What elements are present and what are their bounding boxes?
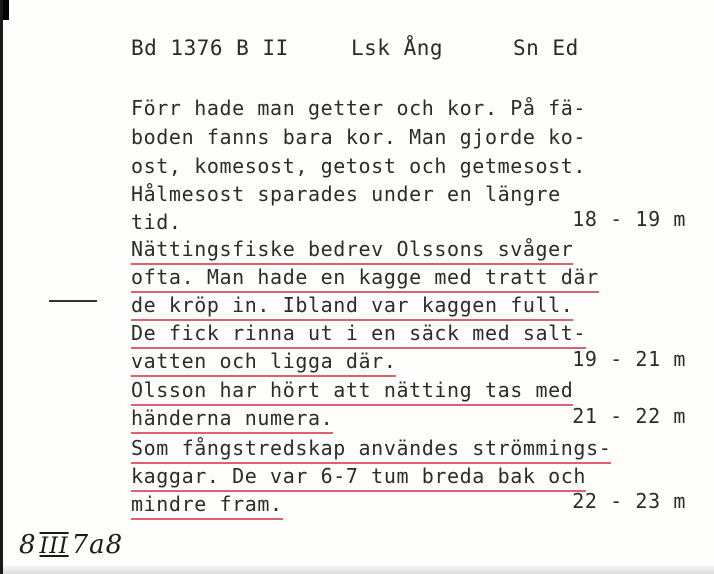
time-range: 19 - 21 m [572,347,686,371]
text-line: tid. [131,210,182,234]
text-line: Nättingsfiske bedrev Olssons svåger [131,236,573,265]
text-line: Hålmesost sparades under en längre [131,182,561,206]
text-line: boden fanns bara kor. Man gjorde ko- [131,125,587,149]
text-line: kaggar. De var 6-7 tum breda bak och [131,463,586,492]
category-label: Lsk Ång [351,36,444,60]
archive-suffix: 7a8 [71,530,124,560]
text-line: mindre fram. [131,491,283,520]
card-edge [3,566,714,574]
text-line: de kröp in. Ibland var kaggen full. [131,292,573,321]
archive-prefix: 8 [19,530,37,560]
archive-roman: III [39,534,69,559]
text-line: Som fångstredskap användes strömmings- [131,435,611,464]
text-line: händerna numera. [131,405,333,434]
text-line: ost, komesost, getost och getmesost. [131,154,587,178]
text-line: vatten och ligga där. [131,348,396,377]
time-range: 18 - 19 m [572,207,686,231]
text-line: De fick rinna ut i en säck med salt- [131,320,586,349]
text-line: Olsson har hört att nätting tas med [131,377,573,406]
text-line: ofta. Man hade en kagge med tratt där [131,264,599,293]
time-range: 21 - 22 m [572,404,686,428]
archive-mark [19,530,123,560]
reference-number: Bd 1376 B II [131,36,289,60]
time-range: 22 - 23 m [572,489,686,513]
margin-dash [49,300,97,302]
text-line: Förr hade man getter och kor. På fä- [131,96,587,120]
parish-label: Sn Ed [513,36,579,60]
